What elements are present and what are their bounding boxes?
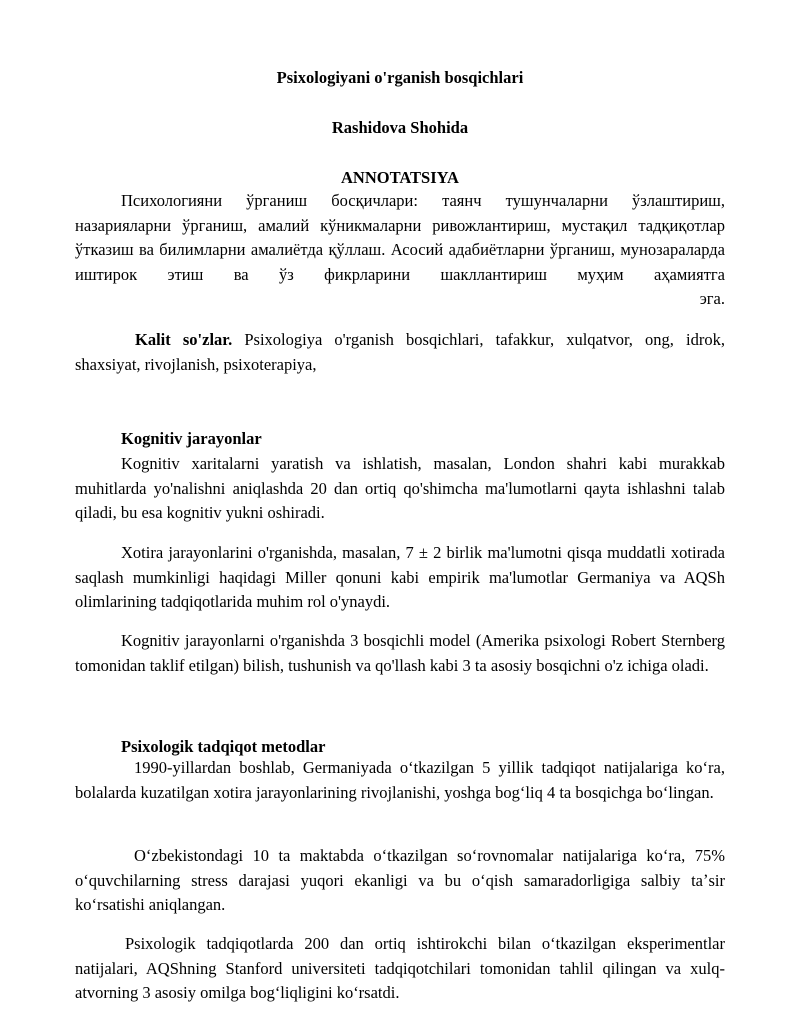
methods-paragraph-1: 1990-yillardan boshlab, Germaniyada oʻtkazilgan 5 yillik tadqiqot natijalariga koʻra, bolalarda kuzatilgan xotira jarayonlarining rivojlanishi, yoshga bogʻliq 4 ta bosqichga boʻlingan. (75, 758, 725, 802)
abstract-text: Психологияни ўрганиш босқичлари: таянч тушунчаларни ўзлаштириш, назарияларни ўрганиш, амалий кўникмаларни ривожлантириш, мустақил тадқиқотлар ўтказиш ва билимларни амалиётда қўллаш. Асосий адабиётларни ўрганиш, мунозараларда иштирок этиш ва ўз фикрларини шакллантириш муҳим аҳамиятга (75, 191, 725, 284)
keywords-text: Psixologiya o'rganish bosqichlari, tafakkur, xulqatvor, ong, idrok, shaxsiyat, rivojlanish, psixoterapiya, (75, 330, 725, 374)
document-title: Psixologiyani o'rganish bosqichlari (276, 68, 524, 87)
author-name: Rashidova Shohida (331, 118, 469, 137)
keywords-label: Kalit so'zlar. (135, 330, 233, 349)
methods-paragraph-2: Oʻzbekistondagi 10 ta maktabda oʻtkazilgan soʻrovnomalar natijalariga koʻra, 75% oʻquvchilarning stress darajasi yuqori ekanligi va bu oʻqish samaradorligiga salbiy taʼsir koʻrsatishi aniqlangan. (75, 846, 725, 914)
keywords-paragraph (75, 328, 725, 377)
section-heading-cognitive: Kognitiv jarayonlar (121, 429, 262, 448)
abstract-text-tail: эга. (699, 289, 725, 308)
cognitive-paragraph-2: Xotira jarayonlarini o'rganishda, masalan, 7 ± 2 birlik ma'lumotni qisqa muddatli xotirada saqlash mumkinligi haqidagi Miller qonuni kabi empirik ma'lumotlar Germaniya va AQSh olimlarining tadqiqotlarida muhim rol o'ynaydi. (75, 543, 725, 611)
abstract-paragraph (75, 189, 725, 287)
cognitive-paragraph-1: Kognitiv xaritalarni yaratish va ishlatish, masalan, London shahri kabi murakkab muhitlarda yo'nalishni aniqlashda 20 dan ortiq qo'shimcha ma'lumotlarni qayta ishlashni talab qiladi, bu esa kognitiv yukni oshiradi. (75, 454, 725, 522)
cognitive-paragraph-3: Kognitiv jarayonlarni o'rganishda 3 bosqichli model (Amerika psixologi Robert Sternberg tomonidan taklif etilgan) bilish, tushunish va qo'llash kabi 3 ta asosiy bosqichni o'z ichiga oladi. (75, 631, 725, 675)
methods-paragraph-3: Psixologik tadqiqotlarda 200 dan ortiq ishtirokchi bilan oʻtkazilgan eksperimentlar natijalari, AQShning Stanford universiteti tadqiqotchilari tomonidan tahlil qilingan va xulq-atvorning 3 asosiy omilga bogʻliqligini koʻrsatdi. (75, 934, 725, 1002)
abstract-heading: ANNOTATSIYA (341, 168, 459, 187)
section-heading-methods: Psixologik tadqiqot metodlar (121, 737, 326, 756)
